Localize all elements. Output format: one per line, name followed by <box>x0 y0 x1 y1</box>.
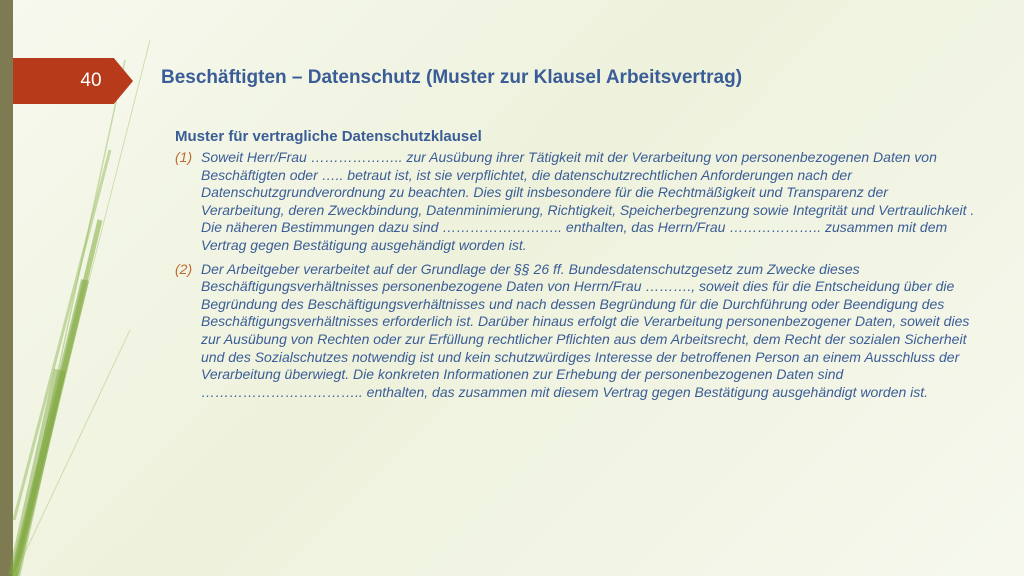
slide-number: 40 <box>80 70 102 91</box>
clause-text: Soweit Herr/Frau ……………….. zur Ausübung ihrer Tätigkeit mit der Verarbeitung von personenbezogenen Daten von Beschäftigten oder ….. betraut ist, ist sie verpflichtet, die datenschutzrechtlichen Anforderungen nach der Datenschutzgrundverordnung zu beachten. Dies gilt insbesondere für die Rechtmäßigkeit und Transparenz der Verarbeitung, deren Zweckbindung, Datenminimierung, Richtigkeit, Speicherbegrenzung sowie Integrität und Vertraulichkeit . Die näheren Bestimmungen dazu sind …………………….. enthalten, das Herrn/Frau ……………….. zusammen mit dem Vertrag gegen Bestätigung ausgehändigt worden ist. <box>201 149 975 253</box>
clause-text: Der Arbeitgeber verarbeitet auf der Grundlage der §§ 26 ff. Bundesdatenschutzgesetz zum Zwecke dieses Beschäftigungsverhältnisses personenbezogene Daten von Herrn/Frau ………., soweit dies für die Entscheidung über die Begründung des Beschäftigungsverhältnisses und nach dessen Begründung für die Durchführung oder Beendigung des Beschäftigungsverhältnisses erforderlich ist. Darüber hinaus erfolgt die Verarbeitung personenbezogener Daten, soweit dies zur Ausübung von Rechten oder zur Erfüllung rechtlicher Pflichten aus dem Arbeitsrecht, dem Recht der sozialen Sicherheit und des Sozialschutzes notwendig ist und kein schutzwürdiges Interesse der betroffenen Person an einem Ausschluss der Verarbeitung überwiegt. Die konkreten Informationen zur Erhebung der personenbezogenen Daten sind …………………………….. enthalten, das zusammen mit diesem Vertrag gegen Bestätigung ausgehändigt worden ist. <box>201 260 970 400</box>
clause-1 <box>175 149 975 255</box>
clause-number: (2) <box>175 260 193 277</box>
slide-content <box>175 128 975 407</box>
clause-number: (1) <box>175 149 193 165</box>
clause-2 <box>175 261 975 402</box>
slide-title: Beschäftigten – Datenschutz (Muster zur Klausel Arbeitsvertrag) <box>161 67 743 88</box>
section-subtitle: Muster für vertragliche Datenschutzklausel <box>175 128 482 145</box>
